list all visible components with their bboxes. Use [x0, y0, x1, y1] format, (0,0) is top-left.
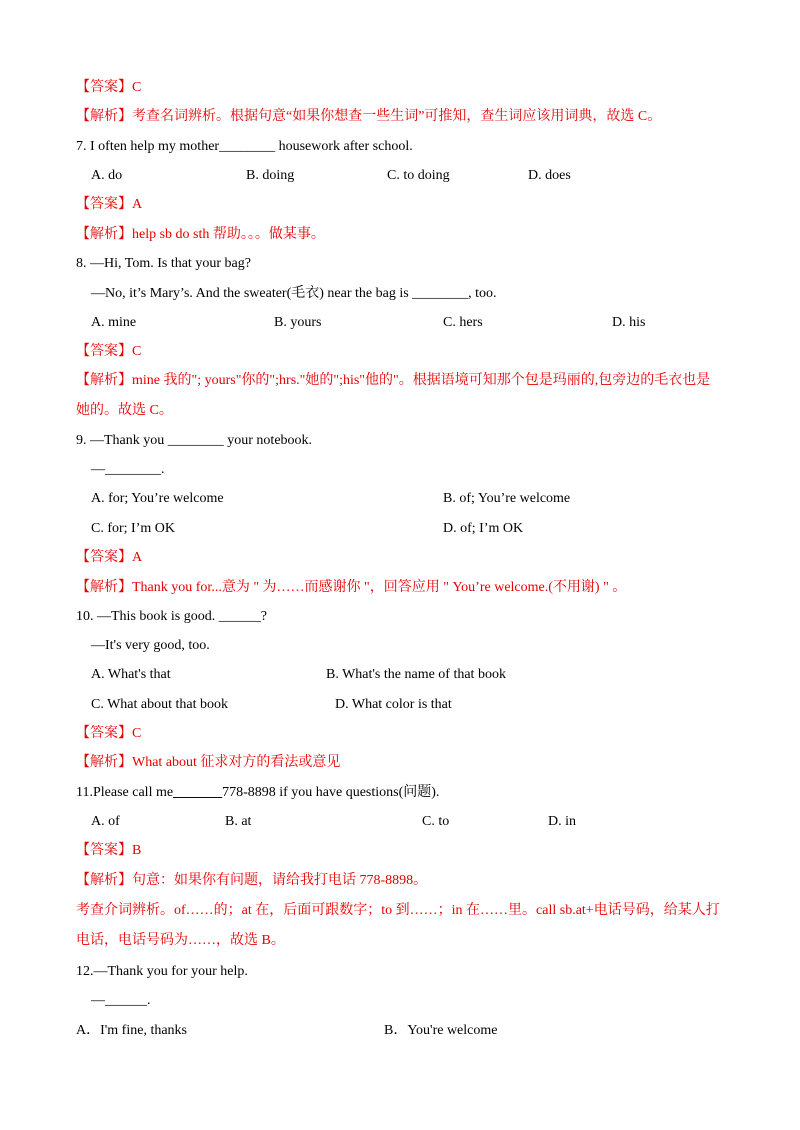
option-c: C. to doing	[387, 168, 450, 183]
option-a: A. for; You’re welcome	[91, 491, 224, 506]
option-b: B. yours	[274, 315, 322, 330]
option-a: A. do	[91, 168, 123, 183]
answer-label: 【答案】	[76, 726, 132, 741]
analysis-text: 句意：如果你有问题，请给我打电话 778-8898。	[132, 873, 428, 888]
question-stem-reply: —No, it’s Mary’s. And the sweater(毛衣) near the bag is ________, too.	[91, 286, 497, 301]
question-stem: 9. —Thank you ________ your notebook.	[76, 433, 313, 448]
analysis-text: help sb do sth 帮助。。。做某事。	[132, 227, 325, 242]
answer-line	[76, 197, 142, 213]
analysis-continued: 她的。故选 C。	[76, 403, 173, 418]
answer-value: C	[132, 344, 142, 359]
answer-value: B	[132, 843, 142, 858]
option-d: D. in	[548, 814, 576, 829]
stem-text: 778-8898 if you have questions(问题).	[222, 785, 440, 800]
analysis-line	[76, 755, 340, 771]
option-a: A. mine	[91, 315, 137, 330]
analysis-text: What about 征求对方的看法或意见	[132, 755, 341, 770]
option-d: D. his	[612, 315, 646, 330]
answer-label: 【答案】	[76, 843, 132, 858]
analysis-label: 【解析】	[76, 227, 132, 242]
analysis-line	[76, 373, 710, 389]
answer-label: 【答案】	[76, 550, 132, 565]
analysis-text: 考查名词辨析。根据句意“如果你想查一些生词”可推知，查生词应该用词典，故选 C。	[132, 109, 662, 124]
analysis-text: Thank you for...意为 " 为……而感谢你 "，回答应用 " You’re welcome.(不用谢) " 。	[132, 580, 627, 595]
option-b: B. of; You’re welcome	[443, 491, 571, 506]
analysis-label: 【解析】	[76, 755, 132, 770]
option-b: B. What's the name of that book	[326, 667, 506, 682]
analysis-label: 【解析】	[76, 109, 132, 124]
option-d: D. of; I’m OK	[443, 521, 524, 536]
option-d: D. What color is that	[335, 697, 452, 712]
answer-line	[76, 843, 141, 859]
answer-blank: _______	[173, 785, 223, 800]
analysis-line	[76, 580, 626, 596]
answer-label: 【答案】	[76, 344, 132, 359]
option-b: B．You're welcome	[384, 1023, 498, 1038]
option-b: B. at	[225, 814, 252, 829]
analysis-continued: 考查介词辨析。of……的；at 在，后面可跟数字；to 到……；in 在……里。call sb.at+电话号码，给某人打	[76, 903, 720, 918]
analysis-text: mine 我的"; yours"你的";hrs."她的";his"他的"。根据语境可知那个包是玛丽的,包旁边的毛衣也是	[132, 373, 711, 388]
question-stem: 7. I often help my mother________ housework after school.	[76, 139, 413, 154]
question-stem: 12.—Thank you for your help.	[76, 964, 248, 979]
answer-line	[76, 80, 141, 96]
option-b: B. doing	[246, 168, 295, 183]
answer-label: 【答案】	[76, 197, 132, 212]
answer-value: C	[132, 726, 142, 741]
analysis-line	[76, 873, 427, 889]
option-c: C. hers	[443, 315, 483, 330]
analysis-line	[76, 109, 661, 125]
question-stem: 10. —This book is good. ______?	[76, 609, 267, 624]
question-stem-reply: —________.	[91, 462, 165, 477]
option-d: D. does	[528, 168, 571, 183]
analysis-line	[76, 227, 325, 243]
answer-value: A	[132, 550, 143, 565]
option-a: A. What's that	[91, 667, 171, 682]
answer-line	[76, 344, 141, 360]
option-c: C. to	[422, 814, 450, 829]
analysis-continued: 电话，电话号码为……，故选 B。	[76, 933, 285, 948]
stem-text: 11.Please call me	[76, 785, 174, 800]
question-stem: 8. —Hi, Tom. Is that your bag?	[76, 256, 251, 271]
answer-line	[76, 550, 142, 566]
option-a: A. of	[91, 814, 120, 829]
analysis-label: 【解析】	[76, 873, 132, 888]
answer-line	[76, 726, 141, 742]
option-c: C. What about that book	[91, 697, 228, 712]
question-stem-reply: —It's very good, too.	[91, 638, 210, 653]
answer-value: C	[132, 80, 142, 95]
analysis-label: 【解析】	[76, 580, 132, 595]
question-stem	[76, 785, 439, 801]
answer-value: A	[132, 197, 143, 212]
question-stem-reply: —______.	[91, 993, 151, 1008]
answer-label: 【答案】	[76, 80, 132, 95]
option-a: A．I'm fine, thanks	[76, 1023, 188, 1038]
option-c: C. for; I’m OK	[91, 521, 175, 536]
analysis-label: 【解析】	[76, 373, 132, 388]
